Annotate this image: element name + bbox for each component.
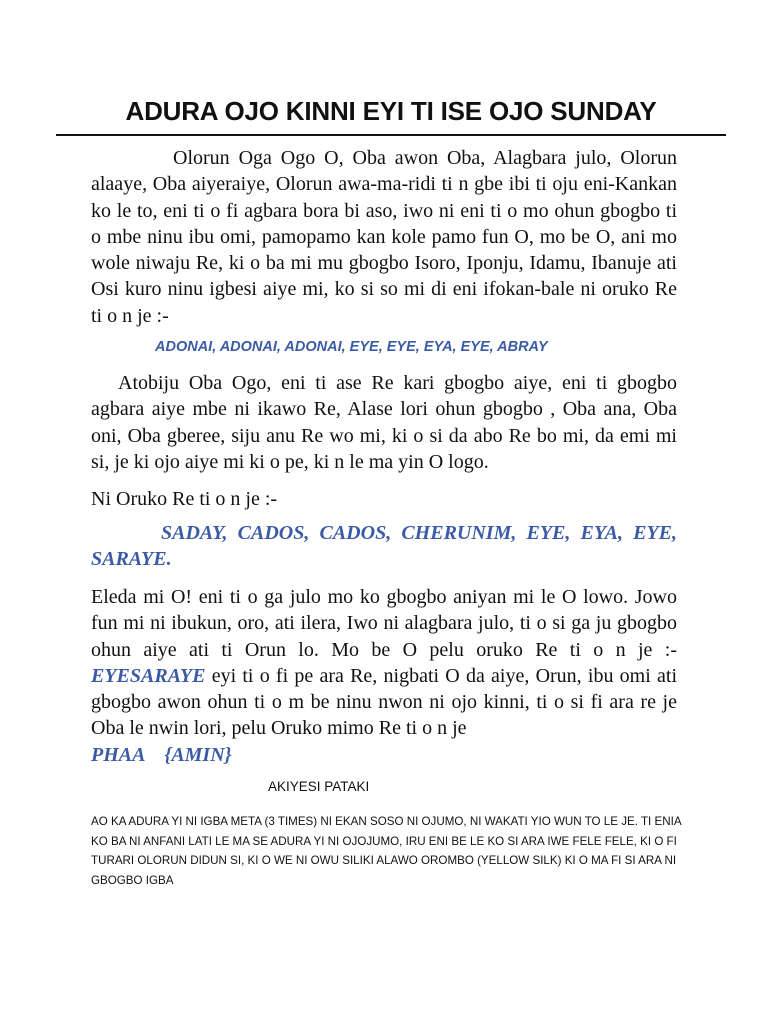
note-heading: AKIYESI PATAKI: [268, 779, 370, 794]
paragraph-3: Ni Oruko Re ti o n je :-: [91, 488, 278, 510]
paragraph-1: Olorun Oga Ogo O, Oba awon Oba, Alagbara julo, Olorun alaaye, Oba aiyeraiye, Olorun awa-ma-ridi ti n gbe ibi ti oju eni-Kankan ko le to, eni ti o fi agbara bora bi aso, iwo ni eni ti o mo ohun gbogbo ti o mbe ninu ibu omi, pamopamo kan kole pamo fun O, mo be O, ani mo wole niwaju Re, ki o ba mi mu gbogbo Isoro, Iponju, Idamu, Ibanuje ati Osi kuro ninu igbesi aiye mi, ko si so mi di eni ifokan-bale ni oruko Re ti o n je :-: [91, 147, 677, 327]
note-text: AO KA ADURA YI NI IGBA META (3 TIMES) NI EKAN SOSO NI OJUMO, NI WAKATI YIO WUN TO LE JE. TI ENIA KO BA NI ANFANI LATI LE MA SE ADURA YI NI OJOJUMO, IRU ENI BE LE KO SI ARA IWE FELE FELE, KI O FI TURARI OLORUN DIDUN SI, KI O WE NI OWU SILIKI ALAWO OROMBO (YELLOW SILK) KI O MA FI SI ARA NI GBOGBO IGBA: [91, 815, 681, 887]
paragraph-4-part-1: Eleda mi O! eni ti o ga julo mo ko gbogbo aniyan mi le O lowo. Jowo fun mi ni ibukun, oro, ati ilera, Iwo ni alagbara julo, ti o si ga ju gbogbo ohun aiye ati ti Orun lo. Mo be O pelu oruko Re ti o n je :-: [91, 586, 677, 661]
paragraph-4: [91, 584, 677, 768]
paragraph-4-part-2: eyi ti o fi pe ara Re, nigbati O da aiye, Orun, ibu omi ati gbogbo awon ohun ti o m be ninu nwon ni ojo kinni, ti o si fi ara re je Oba le nwin lori, pelu Oruko mimo Re ti o n je: [91, 664, 677, 740]
holy-names-2: SADAY, CADOS, CADOS, CHERUNIM, EYE, EYA, EYE, SARAYE.: [91, 522, 677, 571]
paragraph-2: Atobiju Oba Ogo, eni ti ase Re kari gbogbo aiye, eni ti gbogbo agbara aiye mbe ni ikawo Re, Alase lori ohun gbogbo , Oba ana, Oba oni, Oba gberee, siju anu Re wo mi, ki o si da abo Re bo mi, da emi mi si, je ki ojo aiye mi ki o pe, ki n le ma yin O logo.: [91, 372, 677, 473]
document-title: ADURA OJO KINNI EYI TI ISE OJO SUNDAY: [125, 96, 657, 126]
title-divider: [56, 134, 726, 136]
holy-name-inline: EYESARAYE: [91, 664, 206, 687]
closing-names: PHAA {AMIN}: [91, 743, 232, 766]
holy-names-1: ADONAI, ADONAI, ADONAI, EYE, EYE, EYA, EYE, ABRAY: [155, 339, 548, 355]
